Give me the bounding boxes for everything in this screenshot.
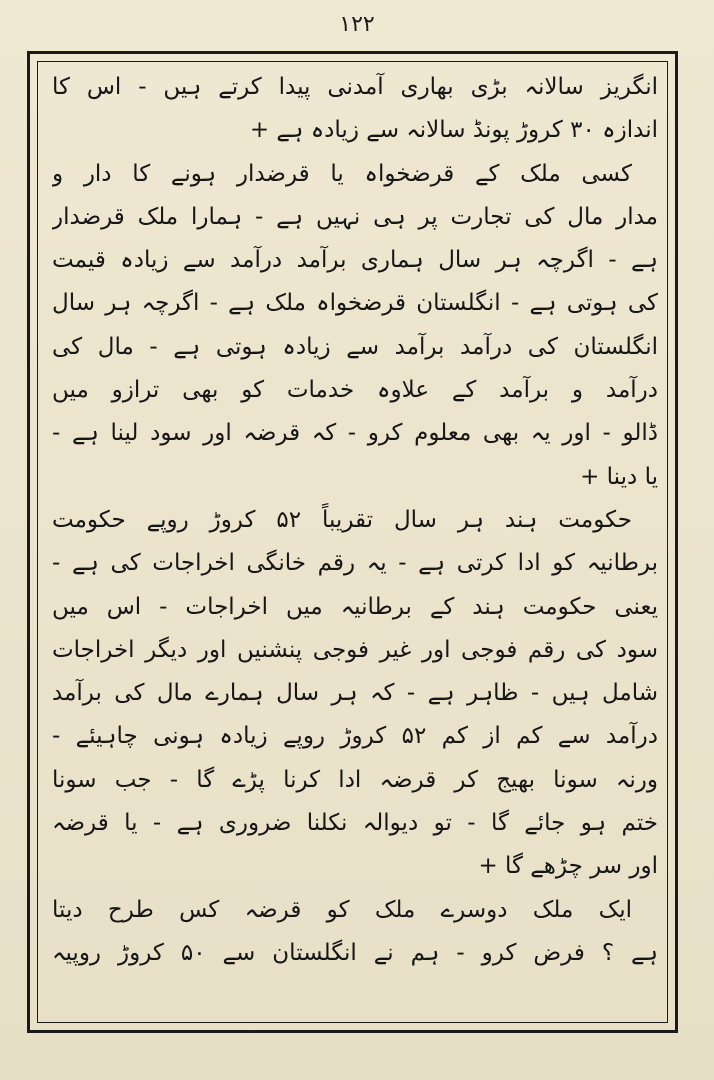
paragraph-start-line: کسی ملک کے قرضخواہ یا قرضدار ہونے کا دار و — [52, 160, 632, 187]
text-line: انگریز سالانہ بڑی بھاری آمدنی پیدا کرتے ہیں - اس کا — [52, 74, 658, 100]
text-line: ہے - اگرچہ ہر سال ہماری برآمد درآمد سے زیادہ قیمت — [52, 247, 658, 274]
text-line: یعنی حکومت ہند کے برطانیہ میں اخراجات - اس میں — [52, 593, 658, 620]
text-line: درآمد سے کم از کم ۵۲ کروڑ روپے زیادہ ہونی چاہیئے - — [52, 723, 658, 750]
text-line: ختم ہو جائے گا - تو دیوالہ نکلنا ضروری ہے - یا قرضہ — [52, 810, 658, 837]
page-body-text — [52, 66, 658, 1016]
text-line: انگلستان کی درآمد برآمد سے زیادہ ہوتی ہے - مال کی — [52, 333, 658, 360]
text-line: یا دینا + — [580, 463, 658, 490]
text-line: ڈالو - اور یہ بھی معلوم کرو - کہ قرضہ اور سود لینا ہے - — [52, 420, 658, 447]
page-number: ۱۲۲ — [339, 12, 375, 37]
text-line: برطانیہ کو ادا کرتی ہے - یہ رقم خانگی اخراجات کی ہے - — [52, 550, 658, 577]
paragraph-start-line: ایک ملک دوسرے ملک کو قرضہ کس طرح دیتا — [52, 896, 632, 923]
text-line: کی ہوتی ہے - انگلستان قرضخواہ ملک ہے - اگرچہ ہر سال — [52, 290, 658, 317]
text-line: اندازہ ۳۰ کروڑ پونڈ سالانہ سے زیادہ ہے + — [249, 117, 658, 144]
text-line: مدار مال کی تجارت پر ہی نہیں ہے - ہمارا ملک قرضدار — [52, 203, 658, 230]
paragraph-start-line: حکومت ہند ہر سال تقریباً ۵۲ کروڑ روپے حکومت — [52, 506, 633, 533]
text-line: اور سر چڑھے گا + — [478, 853, 658, 880]
text-line: ورنہ سونا بھیج کر قرضہ ادا کرنا پڑے گا - جب سونا — [52, 766, 658, 793]
text-line: ہے ؟ فرض کرو - ہم نے انگلستان سے ۵۰ کروڑ روپیہ — [52, 939, 658, 966]
text-line: درآمد و برآمد کے علاوہ خدمات کو بھی ترازو میں — [52, 377, 658, 404]
text-line: سود کی رقم فوجی اور غیر فوجی پنشنیں اور دیگر اخراجات — [52, 636, 658, 663]
text-line: شامل ہیں - ظاہر ہے - کہ ہر سال ہمارے مال کی برآمد — [52, 680, 658, 707]
